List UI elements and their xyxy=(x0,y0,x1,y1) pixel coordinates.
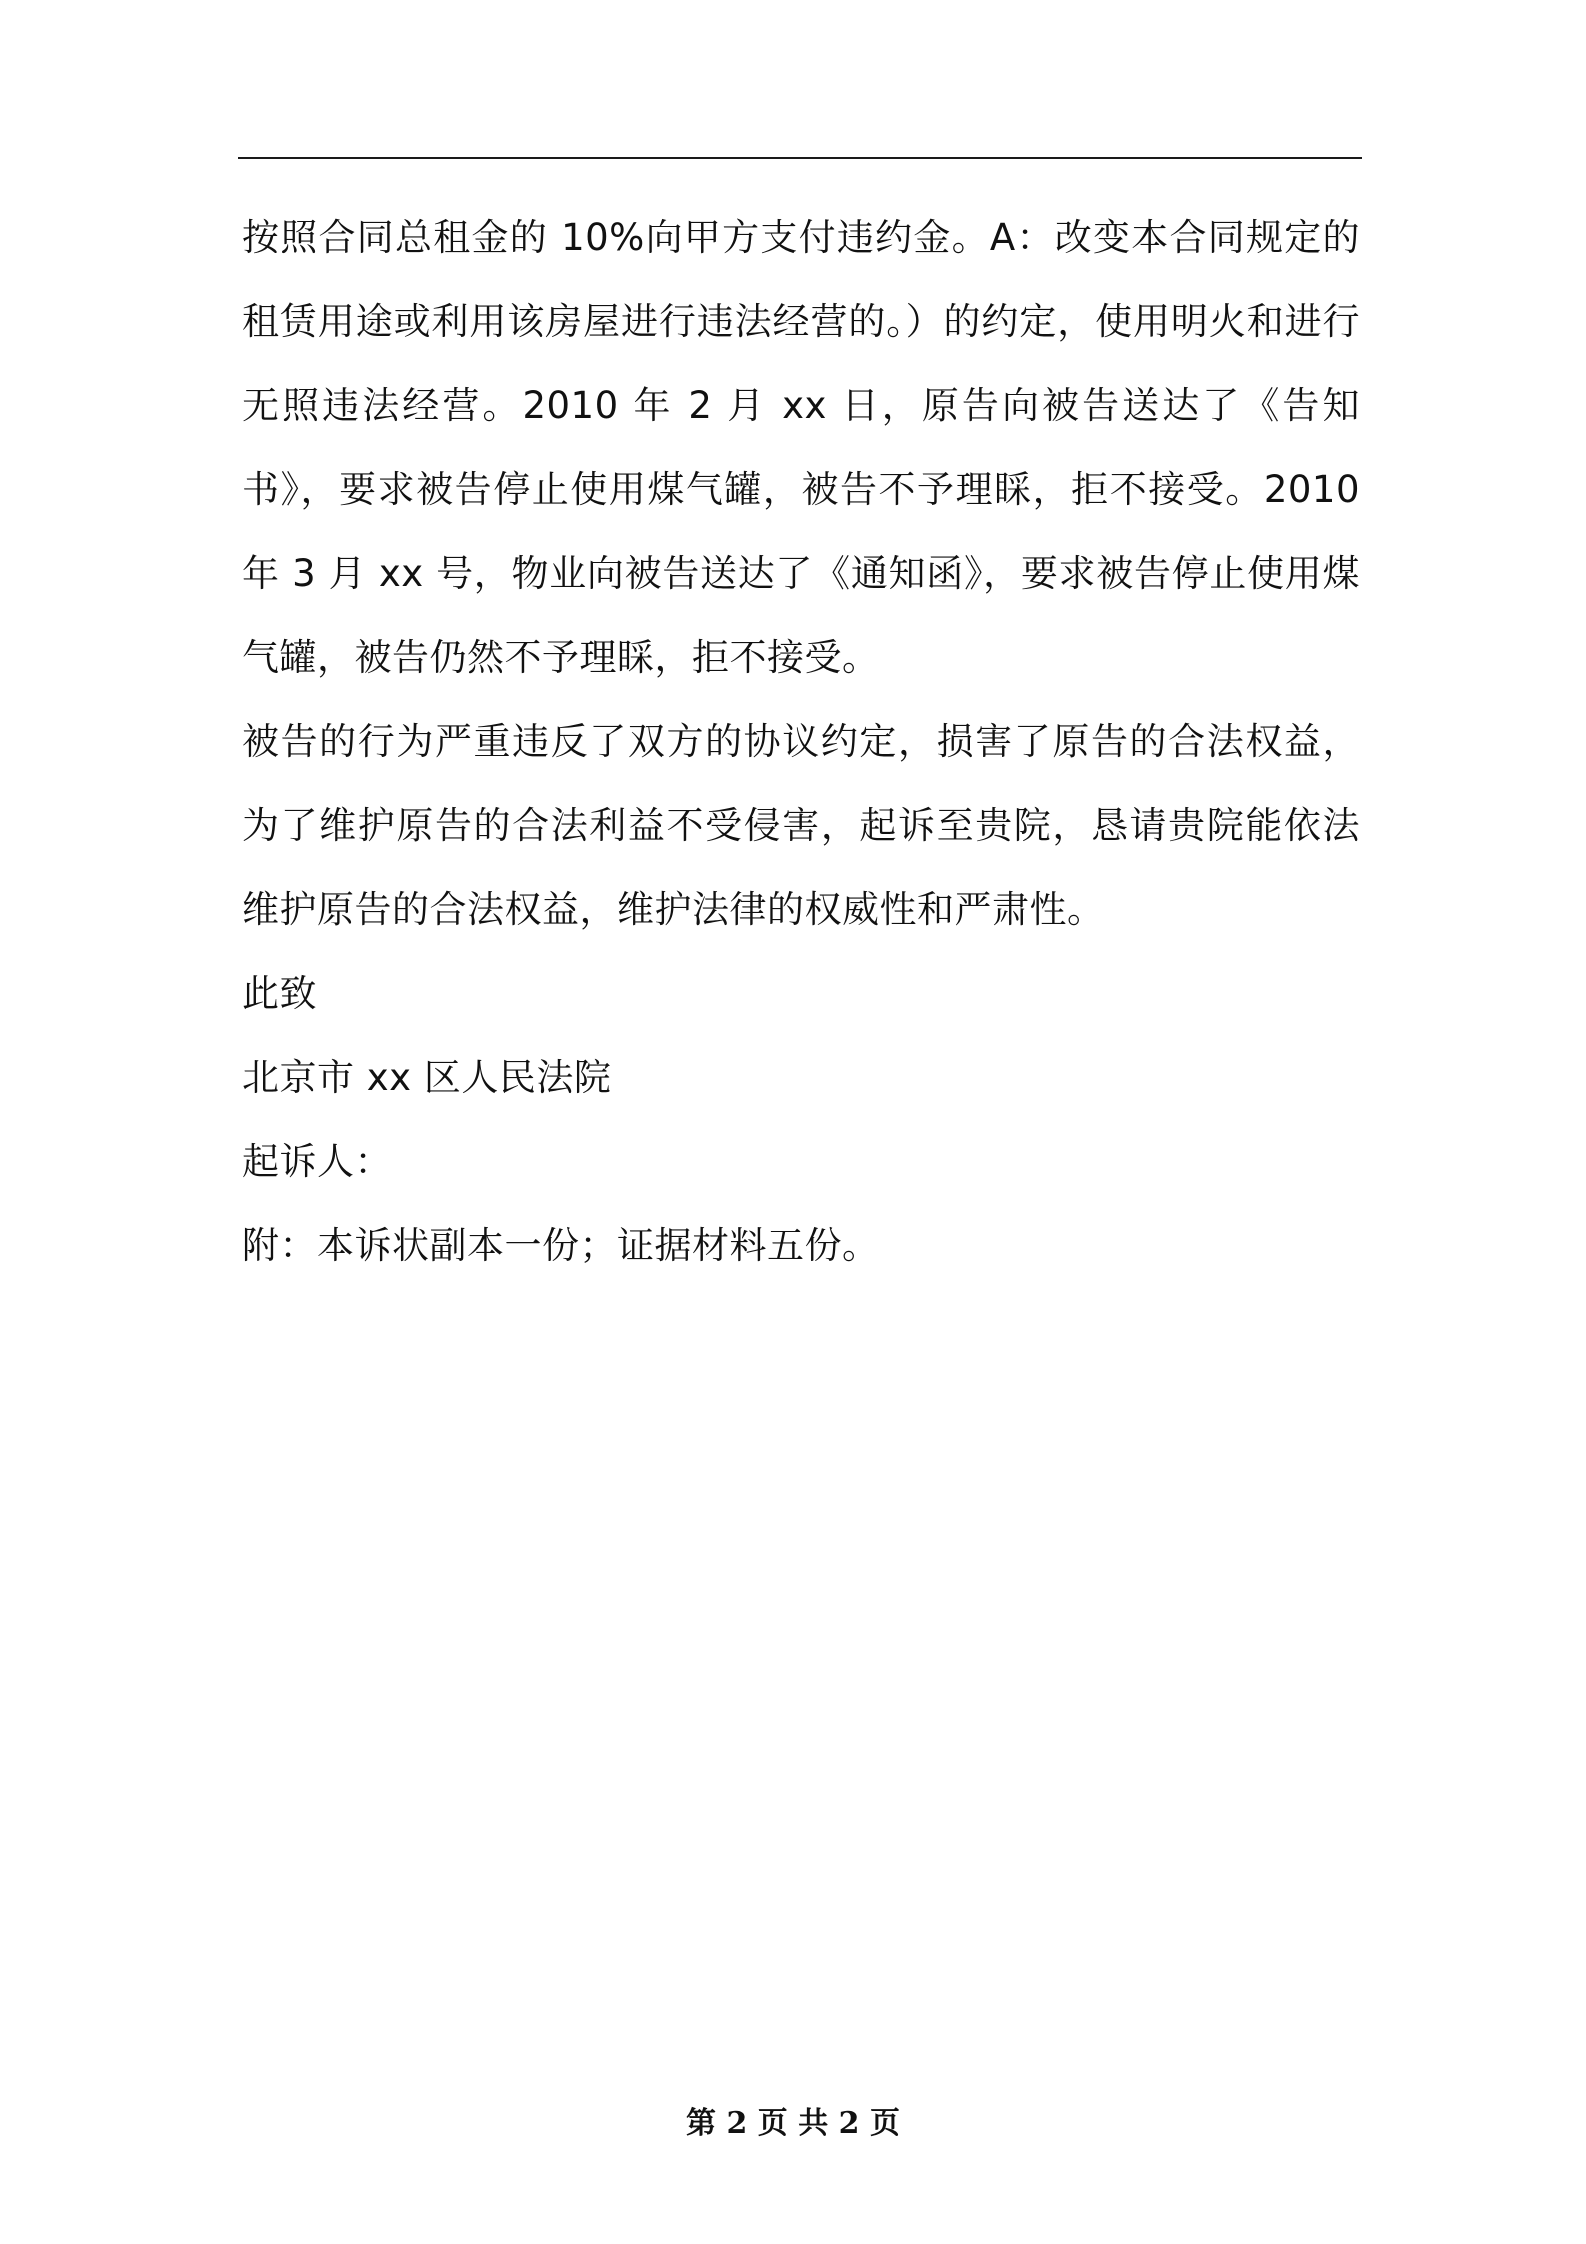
plaintiff-signature-line: 起诉人： xyxy=(242,1140,392,1183)
paragraph-claim: 被告的行为严重违反了双方的协议约定，损害了原告的合法权益，为了维护原告的合法利益不受侵害，起诉至贵院，恳请贵院能依法维护原告的合法权益，维护法律的权威性和严肃性。 xyxy=(242,720,1360,931)
page-number: 第 2 页 共 2 页 xyxy=(686,2106,900,2141)
attachments-note: 附：本诉状副本一份；证据材料五份。 xyxy=(242,1224,880,1267)
salutation: 此致 xyxy=(242,972,317,1015)
paragraph-facts: 按照合同总租金的 10%向甲方支付违约金。A：改变本合同规定的租赁用途或利用该房屋进行违法经营的。）的约定，使用明火和进行无照违法经营。2010 年 2 月 xx 日，原告向被告送达了《告知书》，要求被告停止使用煤气罐，被告不予理睬，拒不接受。2010 年 3 月 xx 号，物业向被告送达了《通知函》，要求被告停止使用煤气罐，被告仍然不予理睬，拒不接受。 xyxy=(242,216,1360,679)
court-name: 北京市 xx 区人民法院 xyxy=(242,1056,612,1099)
header-rule xyxy=(238,157,1362,159)
document-body xyxy=(242,196,1360,1288)
